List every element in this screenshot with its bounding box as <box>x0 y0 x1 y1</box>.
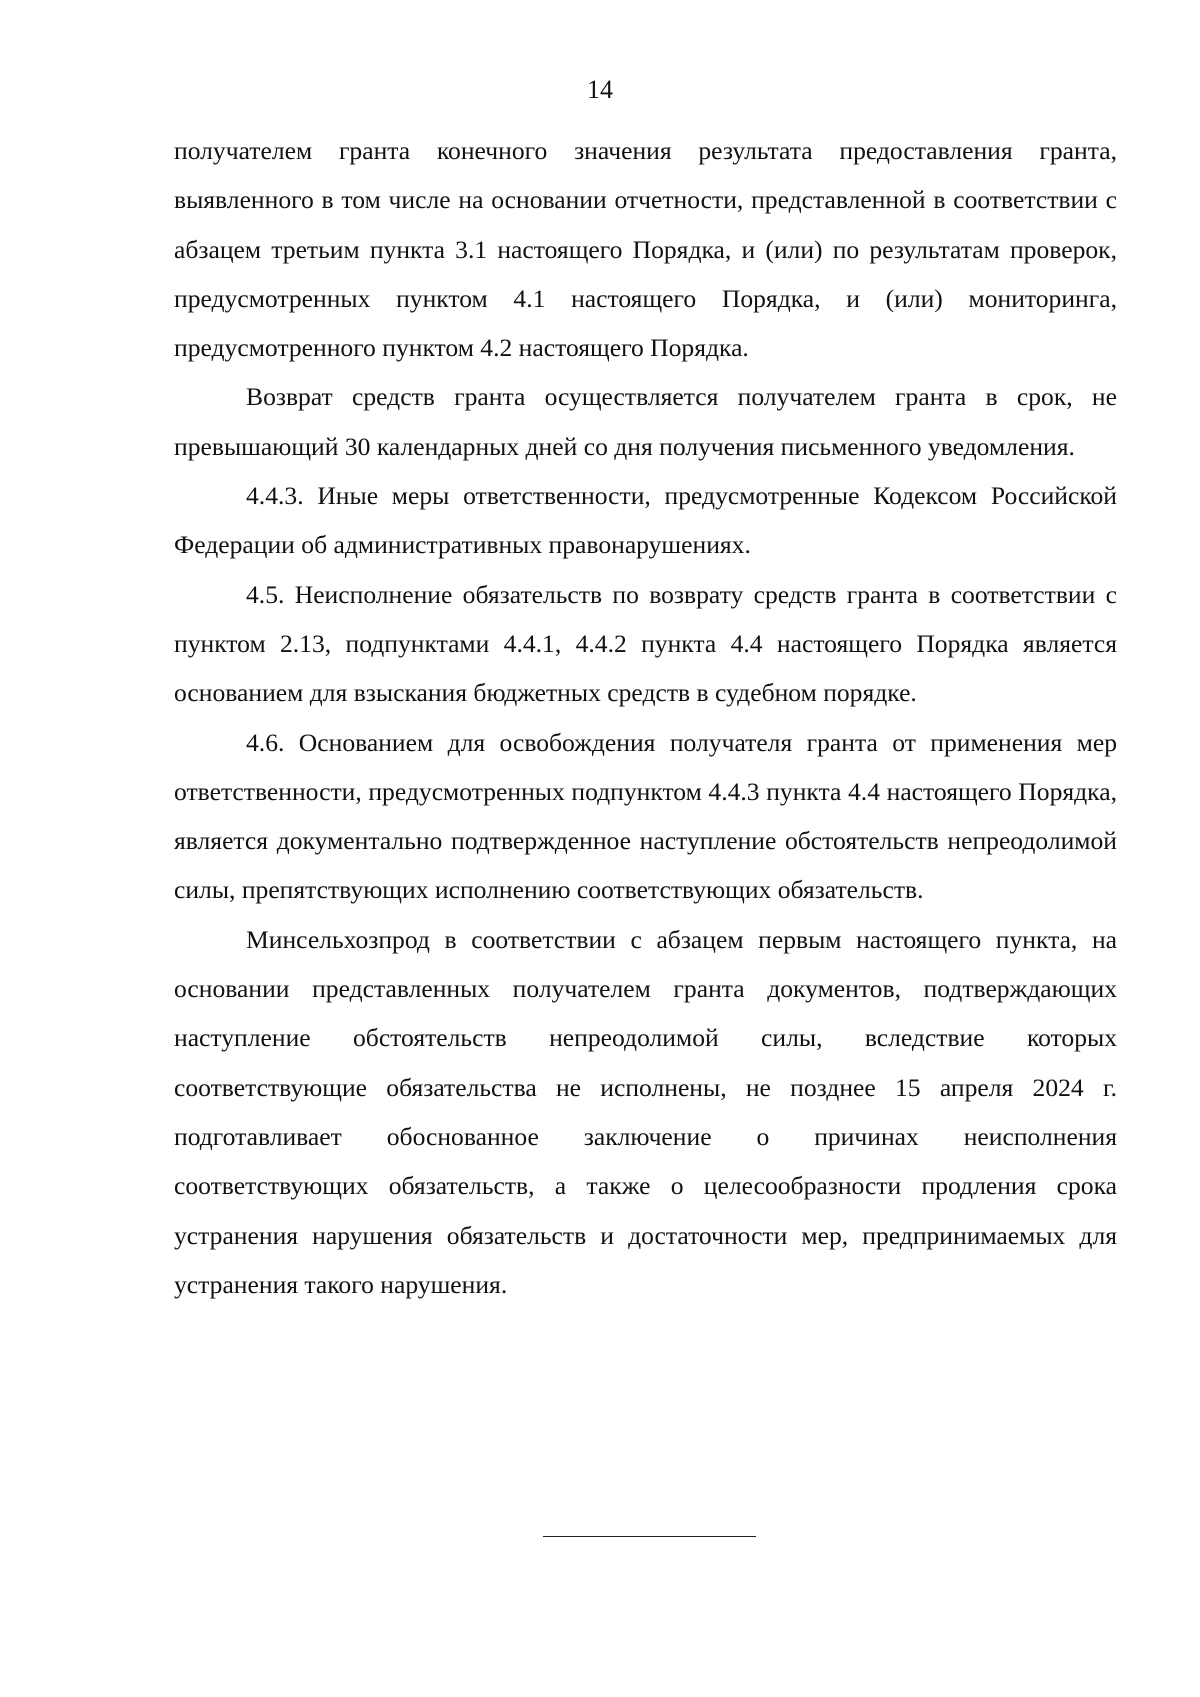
document-body <box>174 126 1117 1309</box>
paragraph-4-6: 4.6. Основанием для освобождения получателя гранта от применения мер ответственности, предусмотренных подпунктом 4.4.3 пункта 4.4 настоящего Порядка, является документально подтвержденное наступление обстоятельств непреодолимой силы, препятствующих исполнению соответствующих обязательств. <box>174 727 1117 905</box>
page-number: 14 <box>587 75 613 104</box>
paragraph-continuation: получателем гранта конечного значения результата предоставления гранта, выявленного в том числе на основании отчетности, представленной в соответствии с абзацем третьим пункта 3.1 настоящего Порядка, и (или) по результатам проверок, предусмотренных пунктом 4.1 настоящего Порядка, и (или) мониторинга, предусмотренного пунктом 4.2 настоящего Порядка. <box>174 136 1117 363</box>
end-of-document-rule <box>543 1536 756 1537</box>
paragraph-4-5: 4.5. Неисполнение обязательств по возврату средств гранта в соответствии с пунктом 2.13, подпунктами 4.4.1, 4.4.2 пункта 4.4 настоящего Порядка является основанием для взыскания бюджетных средств в судебном порядке. <box>174 579 1117 708</box>
paragraph-4-4-3: 4.4.3. Иные меры ответственности, предусмотренные Кодексом Российской Федерации об административных правонарушениях. <box>174 481 1117 560</box>
paragraph-refund-term: Возврат средств гранта осуществляется получателем гранта в срок, не превышающий 30 календарных дней со дня получения письменного уведомления. <box>174 382 1117 461</box>
paragraph-ministry-conclusion: Минсельхозпрод в соответствии с абзацем первым настоящего пункта, на основании представленных получателем гранта документов, подтверждающих наступление обстоятельств непреодолимой силы, вследствие которых соответствующие обязательства не исполнены, не позднее 15 апреля 2024 г. подготавливает обоснованное заключение о причинах неисполнения соответствующих обязательств, а также о целесообразности продления срока устранения нарушения обязательств и достаточности мер, предпринимаемых для устранения такого нарушения. <box>174 924 1117 1299</box>
